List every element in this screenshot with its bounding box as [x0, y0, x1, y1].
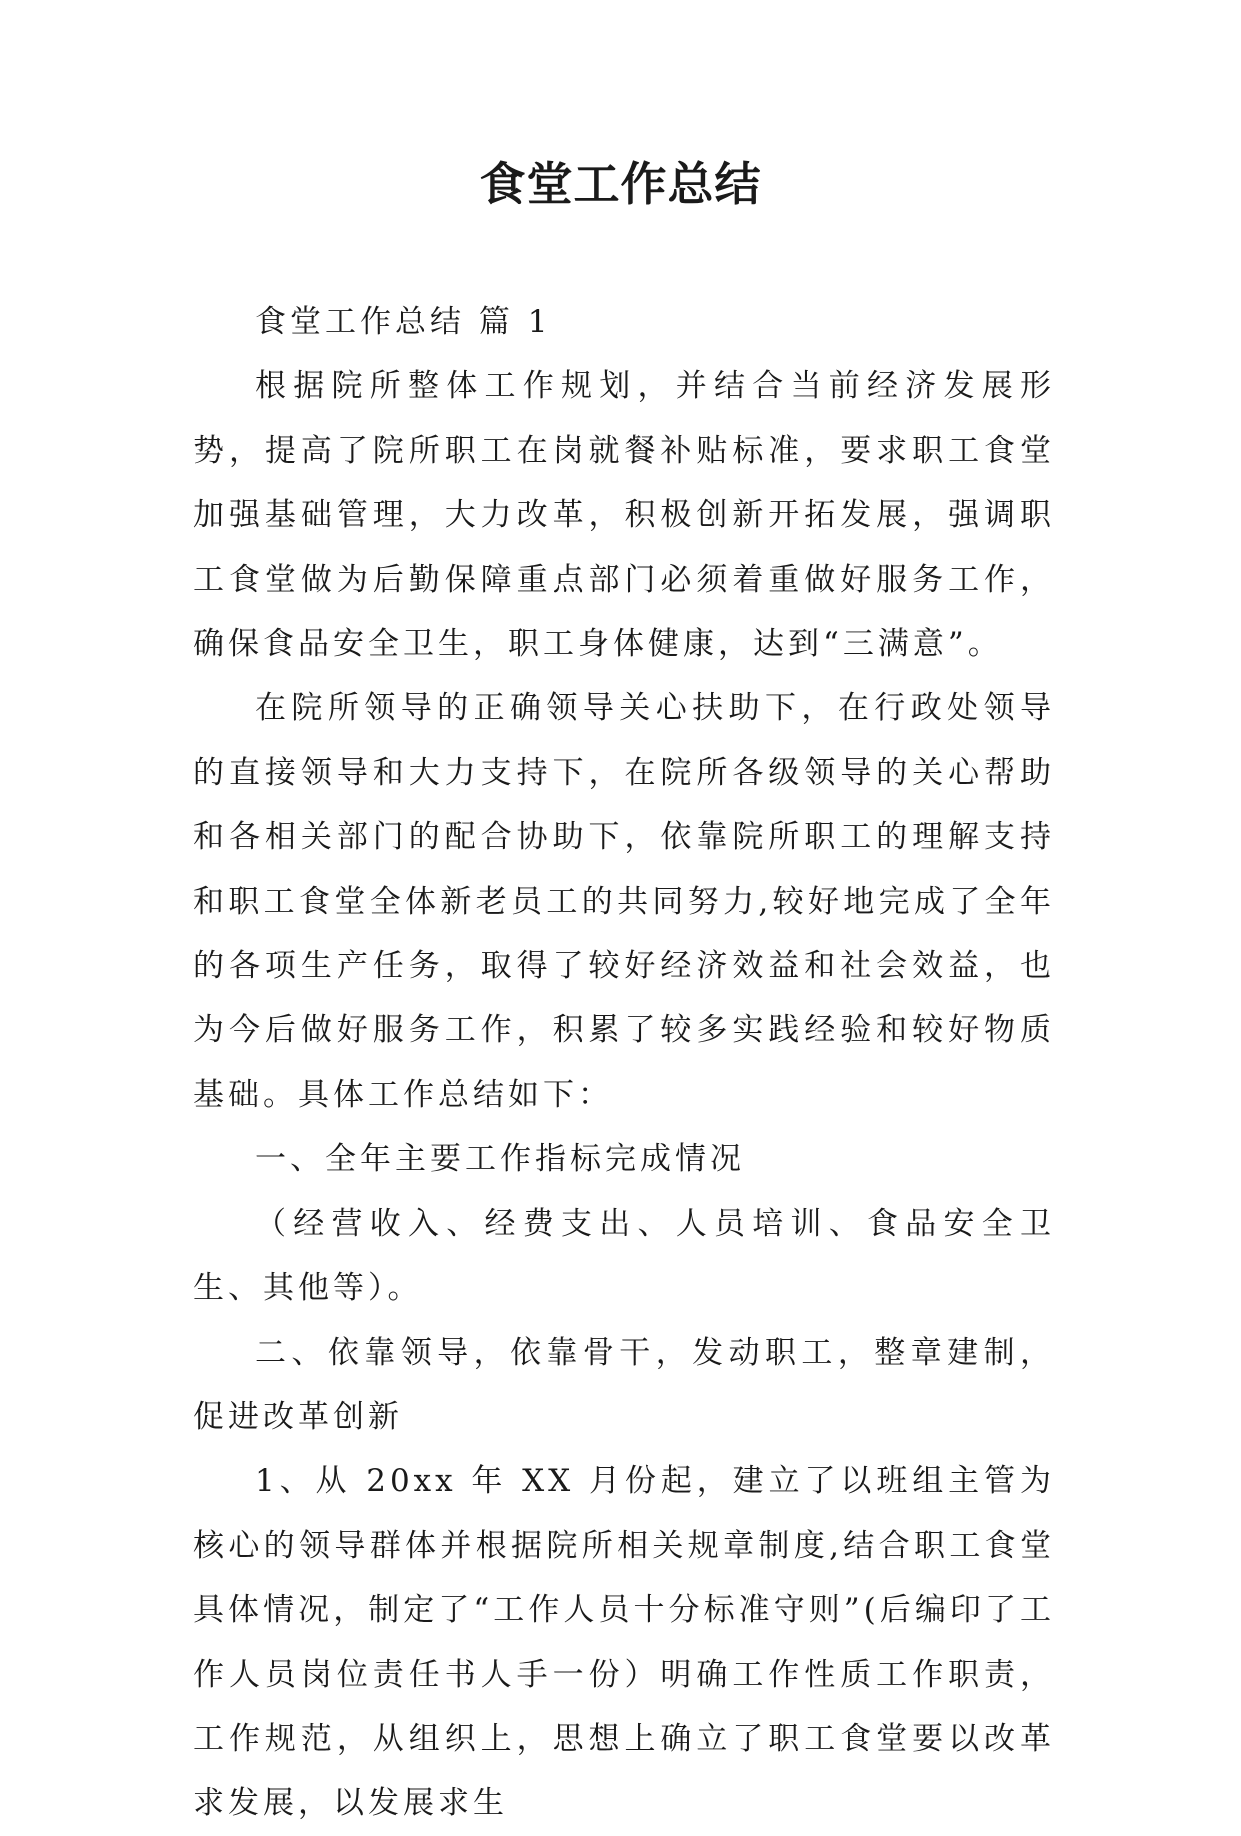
document-title: 食堂工作总结 [479, 157, 762, 211]
paragraph-indicators: （经营收入、经费支出、人员培训、食品安全卫生、其他等）。 [193, 1205, 1055, 1307]
paragraph-item-1: 1、从 20xx 年 XX 月份起，建立了以班组主管为核心的领导群体并根据院所相关规章制度,结合职工食堂具体情况，制定了“工作人员十分标准守则”(后编印了工作人员岗位责任书人手一份）明确工作性质工作职责，工作规范，从组织上，思想上确立了职工食堂要以改革求发展，以发展求生 [193, 1463, 1055, 1822]
section-heading-2: 二、依靠领导，依靠骨干，发动职工，整章建制，促进改革创新 [193, 1334, 1055, 1435]
section-heading-1: 一、全年主要工作指标完成情况 [255, 1141, 745, 1178]
document-body [193, 290, 1055, 1836]
paragraph-intro: 根据院所整体工作规划，并结合当前经济发展形势，提高了院所职工在岗就餐补贴标准，要求职工食堂加强基础管理，大力改革，积极创新开拓发展，强调职工食堂做为后勤保障重点部门必须着重做好服务工作，确保食品安全卫生，职工身体健康，达到“三满意”。 [193, 368, 1055, 663]
section-subtitle: 食堂工作总结 篇 1 [255, 304, 552, 340]
paragraph-acknowledgement: 在院所领导的正确领导关心扶助下，在行政处领导的直接领导和大力支持下，在院所各级领导的关心帮助和各相关部门的配合协助下，依靠院所职工的理解支持和职工食堂全体新老员工的共同努力,较好地完成了全年的各项生产任务，取得了较好经济效益和社会效益，也为今后做好服务工作，积累了较多实践经验和较好物质基础。具体工作总结如下： [193, 690, 1055, 1113]
